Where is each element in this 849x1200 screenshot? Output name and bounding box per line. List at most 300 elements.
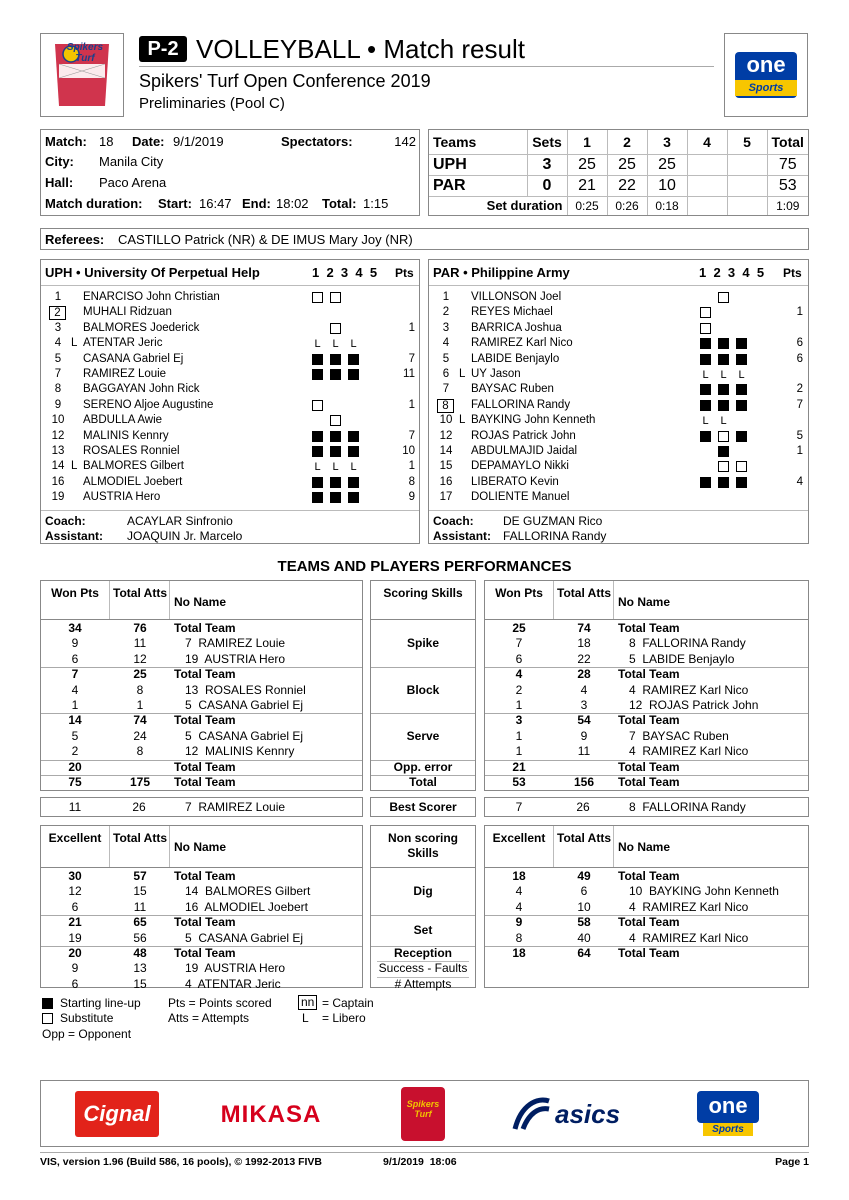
- score-set3: 25: [647, 154, 687, 175]
- team-a-assistant: JOAQUIN Jr. Marcelo: [127, 529, 243, 543]
- player-number: 8: [54, 383, 62, 396]
- perf-value-total: 25: [133, 667, 147, 682]
- player-row: [41, 290, 419, 305]
- total-duration: 1:15: [363, 196, 389, 211]
- player-row: [41, 352, 419, 367]
- player-number: 5: [54, 352, 62, 365]
- perf-player: Total Team: [618, 759, 680, 774]
- perf-player: 5 CASANA Gabriel Ej: [185, 728, 304, 743]
- perf-header-col1: Won Pts: [51, 586, 99, 600]
- starting-lineup-icon: [718, 446, 729, 457]
- asics-stripes-icon: [511, 1095, 553, 1133]
- best-scorer-label: Best Scorer: [389, 800, 457, 814]
- set-duration-1: 0:25: [567, 196, 607, 215]
- perf-player: Total Team: [618, 775, 680, 789]
- perf-skill-name: Reception: [393, 946, 452, 960]
- player-name: LIBERATO Kevin: [471, 475, 559, 488]
- score-header-set2: 2: [607, 130, 647, 154]
- score-set4: [687, 154, 727, 175]
- player-points: 1: [796, 445, 803, 457]
- starting-lineup-icon: [348, 354, 359, 365]
- set-duration-total: 1:09: [776, 198, 800, 213]
- player-points: 7: [408, 429, 415, 442]
- starting-lineup-icon: [700, 338, 711, 349]
- perf-skill-name: Dig: [413, 884, 433, 899]
- perf-value-main: 6: [515, 651, 523, 666]
- score-set1: 25: [567, 154, 607, 175]
- player-name: ALMODIEL Joebert: [83, 475, 183, 488]
- team-a-assistant-label: Assistant:: [45, 529, 104, 543]
- perf-player: Total Team: [618, 915, 680, 930]
- player-row: [429, 429, 808, 444]
- logo-right-text: one: [746, 52, 786, 77]
- header-logo-left: [40, 33, 124, 117]
- team-b-assistant-label: Assistant:: [433, 529, 492, 543]
- perf-value-total: 8: [136, 682, 144, 697]
- player-points: 10: [402, 445, 415, 457]
- set-duration-label: Set duration: [429, 196, 567, 215]
- one-sponsor-text: one: [708, 1093, 748, 1118]
- player-name: ENARCISO John Christian: [83, 291, 220, 303]
- team-b-roster: [428, 259, 809, 544]
- team-a-coach-label: Coach:: [45, 514, 86, 528]
- perf-skill-name: Serve: [406, 728, 440, 743]
- perf-value-main: 4: [515, 884, 523, 899]
- perf-value-main: 9: [515, 915, 523, 930]
- perf-header-col3: No Name: [618, 840, 671, 854]
- score-set3: 10: [647, 175, 687, 196]
- perf-player: 5 CASANA Gabriel Ej: [185, 698, 304, 712]
- perf-col-sep: [109, 826, 110, 867]
- set-2-libero-mark: L: [332, 461, 339, 474]
- perf-value-main: 12: [68, 884, 82, 899]
- perf-value-total: 58: [577, 915, 591, 930]
- score-header-set1: 1: [567, 130, 607, 154]
- player-row: [429, 413, 808, 428]
- player-name: RAMIREZ Karl Nico: [471, 337, 573, 350]
- player-row: [41, 475, 419, 490]
- legend-libero-l: L: [302, 1011, 309, 1025]
- perf-value-total: 40: [577, 930, 591, 945]
- perf-col-sep: [169, 826, 170, 867]
- set-1-libero-mark: L: [314, 461, 321, 474]
- player-name: ABDULLA Awie: [83, 414, 163, 427]
- team-a-roster: [40, 259, 420, 544]
- player-row: [429, 475, 808, 490]
- best-left-atts: 26: [132, 800, 146, 814]
- perf-value-main: 7: [71, 667, 79, 682]
- player-number: 19: [51, 491, 65, 504]
- perf-value-main: 18: [512, 946, 526, 960]
- spectators-count: 142: [394, 134, 416, 149]
- legend-captain: = Captain: [322, 996, 374, 1010]
- perf-value-total: 64: [577, 946, 591, 960]
- score-set5: [727, 154, 767, 175]
- score-set5: [727, 175, 767, 196]
- legend-opp: Opp = Opponent: [42, 1027, 132, 1041]
- perf-player: 10 BAYKING John Kenneth: [629, 884, 779, 899]
- player-number: 4: [54, 337, 62, 350]
- perf-value-total: 6: [580, 884, 588, 899]
- competition-phase: Preliminaries (Pool C): [139, 95, 285, 112]
- starting-lineup-icon: [736, 477, 747, 488]
- player-name: ABDULMAJID Jaidal: [471, 445, 578, 457]
- set-2-libero-mark: L: [720, 369, 727, 381]
- starting-lineup-icon: [330, 431, 341, 442]
- player-row: [41, 382, 419, 397]
- perf-value-total: 76: [133, 621, 147, 635]
- perf-value-total: 9: [580, 728, 588, 743]
- set-2-libero-mark: L: [332, 338, 339, 351]
- starting-lineup-icon: [330, 492, 341, 503]
- starting-lineup-icon: [718, 354, 729, 365]
- perf-col-sep: [613, 826, 614, 867]
- legend-substitute-icon: [42, 1013, 53, 1024]
- perf-value-total: 28: [577, 667, 591, 682]
- perf-player: 14 BALMORES Gilbert: [185, 884, 311, 899]
- starting-lineup-icon: [348, 477, 359, 488]
- perf-header-col2: Total Atts: [113, 831, 167, 845]
- set-1-libero-mark: L: [314, 338, 321, 351]
- perf-player: Total Team: [618, 869, 680, 883]
- player-name: DOLIENTE Manuel: [471, 491, 570, 504]
- set-duration-row: [429, 196, 808, 215]
- team-b-title: PAR • Philippine Army: [433, 265, 570, 280]
- hall-label: Hall:: [45, 175, 74, 190]
- player-number: 14: [439, 445, 453, 457]
- starting-lineup-icon: [330, 477, 341, 488]
- perf-value-main: 1: [71, 698, 79, 712]
- perf-player: 5 LABIDE Benjaylo: [629, 651, 735, 666]
- player-name: ROSALES Ronniel: [83, 445, 180, 457]
- starting-lineup-icon: [718, 338, 729, 349]
- match-info-box: [40, 129, 420, 216]
- perf-player: Total Team: [174, 915, 236, 930]
- logo-right-sub: Sports: [735, 80, 797, 96]
- perf-header-col1: Excellent: [48, 831, 102, 845]
- set-1-libero-mark: L: [702, 415, 709, 428]
- player-name: CASANA Gabriel Ej: [83, 352, 184, 365]
- player-points: 6: [796, 337, 803, 350]
- perf-value-main: 21: [68, 915, 82, 930]
- best-mid-box: [370, 797, 476, 817]
- starting-lineup-icon: [312, 477, 323, 488]
- perf-header-col2: Total Atts: [557, 831, 611, 845]
- starting-lineup-icon: [718, 384, 729, 395]
- starting-lineup-icon: [330, 354, 341, 365]
- set-duration-2: 0:26: [607, 196, 647, 215]
- perf-player: 12 ROJAS Patrick John: [629, 698, 759, 712]
- perf-skill-sub: Success - Faults: [378, 961, 468, 976]
- perf-value-main: 2: [71, 744, 79, 759]
- perf-group-rule: [371, 915, 475, 916]
- total-label: Total:: [322, 196, 357, 211]
- perf-skill-sub-rule: [377, 961, 469, 962]
- set-3-libero-mark: L: [350, 461, 357, 474]
- team-b-pts-label: Pts: [783, 266, 802, 280]
- player-row: [429, 382, 808, 397]
- starting-lineup-icon: [312, 446, 323, 457]
- perf-value-main: 9: [71, 961, 79, 976]
- perf-header-rule: [41, 619, 362, 620]
- perf-value-total: 49: [577, 869, 591, 883]
- player-points: 2: [796, 383, 803, 396]
- scoring-right-box: [484, 580, 809, 791]
- substitute-icon: [312, 400, 323, 411]
- substitute-icon: [330, 323, 341, 334]
- perf-header-col2: Total Atts: [557, 586, 611, 600]
- player-name: BALMORES Gilbert: [83, 460, 184, 473]
- player-number: 14: [51, 460, 65, 473]
- footer-datetime: 9/1/2019 18:06: [383, 1156, 457, 1168]
- best-right-atts: 26: [576, 800, 590, 814]
- substitute-icon: [312, 292, 323, 303]
- spikers-sponsor-text: Spikers Turf: [406, 1099, 440, 1119]
- substitute-icon: [700, 307, 711, 318]
- perf-value-main: 18: [512, 869, 526, 883]
- perf-value-total: 15: [133, 884, 147, 899]
- footer-page: Page 1: [775, 1156, 809, 1168]
- perf-value-main: 6: [71, 651, 79, 666]
- player-row: [41, 444, 419, 459]
- starting-lineup-icon: [736, 400, 747, 411]
- set-2-libero-mark: L: [720, 415, 727, 428]
- score-header-set4: 4: [687, 130, 727, 154]
- perf-col-sep: [553, 581, 554, 619]
- player-name: FALLORINA Randy: [471, 398, 571, 411]
- perf-value-total: 56: [133, 930, 147, 945]
- perf-value-main: 8: [515, 930, 523, 945]
- perf-header-rule: [485, 867, 808, 868]
- team-b-player-list: [429, 290, 808, 506]
- player-number: 12: [439, 429, 453, 442]
- perf-skill-header: Scoring Skills: [383, 586, 463, 600]
- perf-value-total: 11: [577, 744, 591, 759]
- starting-lineup-icon: [700, 354, 711, 365]
- libero-marker: L: [459, 368, 466, 380]
- perf-value-main: 1: [515, 744, 523, 759]
- player-number: 16: [439, 475, 453, 488]
- perf-player: Total Team: [174, 775, 236, 789]
- substitute-icon: [330, 415, 341, 426]
- player-row: [429, 352, 808, 367]
- perf-player: 4 RAMIREZ Karl Nico: [629, 744, 749, 759]
- score-team-name: PAR: [429, 175, 527, 196]
- score-header-total: Total: [767, 130, 808, 154]
- perf-value-total: 13: [133, 961, 147, 976]
- set-duration-4: [687, 196, 727, 215]
- perf-skill-sub: # Attempts: [394, 976, 452, 991]
- starting-lineup-icon: [700, 400, 711, 411]
- player-number: 7: [54, 368, 62, 380]
- perf-value-total: 18: [577, 636, 591, 651]
- perf-header-col3: No Name: [618, 595, 671, 609]
- footer-version: VIS, version 1.96 (Build 586, 16 pools), © 1992-2013 FIVB: [40, 1156, 323, 1168]
- legend-pts: Pts = Points scored: [168, 996, 272, 1010]
- score-header-set5: 5: [727, 130, 767, 154]
- score-sets-won: 3: [527, 154, 567, 175]
- perf-group-rule: [371, 713, 475, 714]
- player-row: [429, 290, 808, 305]
- perf-value-total: 74: [133, 713, 147, 728]
- perf-value-total: 12: [133, 651, 147, 666]
- team-b-coach-label: Coach:: [433, 514, 474, 528]
- spectators-label: Spectators:: [281, 134, 353, 149]
- match-label: Match:: [45, 134, 87, 149]
- best-left-pts: 11: [68, 800, 82, 814]
- player-name: DEPAMAYLO Nikki: [471, 460, 569, 473]
- perf-header-col2: Total Atts: [113, 586, 167, 600]
- starting-lineup-icon: [348, 431, 359, 442]
- perf-player: Total Team: [174, 946, 236, 960]
- starting-lineup-icon: [700, 431, 711, 442]
- header-logo-right: [724, 33, 808, 117]
- set-duration-3: 0:18: [647, 196, 687, 215]
- player-row: [41, 336, 419, 351]
- best-left-box: [40, 797, 363, 817]
- team-a-divider: [41, 285, 419, 286]
- nonscoring-mid-box: [370, 825, 476, 991]
- perf-value-main: 21: [512, 759, 526, 774]
- score-header-teams: Teams: [429, 130, 527, 154]
- scoring-mid-box: [370, 580, 476, 791]
- perf-col-sep: [169, 581, 170, 619]
- perf-player: 19 AUSTRIA Hero: [185, 961, 286, 976]
- perf-skill-name: Total: [409, 775, 437, 789]
- score-header-sets: Sets: [527, 130, 567, 154]
- cignal-logo-text: Cignal: [83, 1101, 151, 1126]
- perf-col-sep: [109, 581, 110, 619]
- player-row: [429, 398, 808, 413]
- player-number: 13: [51, 445, 65, 457]
- score-total: 75: [767, 154, 808, 175]
- perf-value-total: 15: [133, 976, 147, 991]
- player-number: 10: [439, 414, 453, 427]
- player-row: [41, 413, 419, 428]
- perf-value-total: 74: [577, 621, 591, 635]
- competition-name: Spikers' Turf Open Conference 2019: [139, 71, 431, 91]
- player-number: 5: [442, 352, 450, 365]
- perf-value-main: 4: [71, 682, 79, 697]
- starting-lineup-icon: [348, 369, 359, 380]
- start-label: Start:: [158, 196, 192, 211]
- player-points: 1: [796, 306, 803, 319]
- perf-player: Total Team: [174, 667, 236, 682]
- perf-value-main: 75: [68, 775, 82, 789]
- score-set1: 21: [567, 175, 607, 196]
- legend-atts: Atts = Attempts: [168, 1011, 250, 1025]
- player-row: [429, 305, 808, 320]
- player-row: [41, 305, 419, 320]
- referees-box: [40, 228, 809, 250]
- player-points: 6: [796, 352, 803, 365]
- set-1-libero-mark: L: [702, 369, 709, 381]
- player-name: BARRICA Joshua: [471, 321, 562, 334]
- best-right-pts: 7: [515, 800, 523, 814]
- perf-value-total: 3: [580, 698, 588, 712]
- perf-player: 5 CASANA Gabriel Ej: [185, 930, 304, 945]
- player-row: [41, 429, 419, 444]
- score-total: 53: [767, 175, 808, 196]
- starting-lineup-icon: [736, 338, 747, 349]
- libero-marker: L: [459, 414, 466, 427]
- header-rule: [139, 66, 714, 67]
- perf-value-total: 48: [133, 946, 147, 960]
- starting-lineup-icon: [348, 446, 359, 457]
- best-left-name: 7 RAMIREZ Louie: [185, 800, 286, 814]
- team-a-set-columns: 1 2 3 4 5: [312, 265, 378, 280]
- perf-value-total: 8: [136, 744, 144, 759]
- perf-value-main: 6: [71, 899, 79, 914]
- perf-player: Total Team: [618, 667, 680, 682]
- libero-marker: L: [71, 337, 78, 350]
- logo-left-text: Spikers Turf: [66, 42, 104, 64]
- substitute-icon: [700, 323, 711, 334]
- perf-player: 12 MALINIS Kennry: [185, 744, 295, 759]
- perf-player: Total Team: [174, 713, 236, 728]
- perf-value-main: 9: [71, 636, 79, 651]
- page-badge: P-2: [139, 36, 187, 62]
- match-date: 9/1/2019: [173, 134, 224, 149]
- perf-header-col1: Excellent: [492, 831, 546, 845]
- starting-lineup-icon: [700, 477, 711, 488]
- perf-player: 8 FALLORINA Randy: [629, 636, 746, 651]
- player-name: AUSTRIA Hero: [83, 491, 161, 504]
- player-points: 5: [796, 429, 803, 442]
- perf-value-total: 54: [577, 713, 591, 728]
- player-name: BAYKING John Kenneth: [471, 414, 596, 427]
- mikasa-logo-text: MIKASA: [220, 1101, 322, 1128]
- player-number: 3: [442, 321, 450, 334]
- player-row: [429, 444, 808, 459]
- perf-header-rule: [371, 619, 475, 620]
- perf-skill-name: Opp. error: [393, 759, 453, 774]
- perf-value-total: 1: [136, 698, 144, 712]
- perf-value-total: 57: [133, 869, 147, 883]
- score-set2: 22: [607, 175, 647, 196]
- perf-value-total: 65: [133, 915, 147, 930]
- perf-skill-name: Spike: [406, 636, 439, 651]
- player-number: 12: [51, 429, 65, 442]
- player-row: [41, 398, 419, 413]
- perf-player: 4 ATENTAR Jeric: [185, 976, 281, 991]
- perf-value-total: 156: [573, 775, 595, 789]
- legend-libero: = Libero: [322, 1011, 366, 1025]
- player-points: 7: [408, 352, 415, 365]
- player-name: LABIDE Benjaylo: [471, 352, 560, 365]
- player-points: 4: [796, 475, 803, 488]
- player-name: MUHALI Ridzuan: [83, 306, 172, 319]
- perf-header-rule: [41, 867, 362, 868]
- player-name: BAGGAYAN John Rick: [83, 383, 200, 396]
- player-points: 1: [408, 460, 415, 473]
- perf-value-main: 19: [68, 930, 82, 945]
- player-row: [41, 490, 419, 505]
- perf-header-col3: No Name: [174, 840, 227, 854]
- player-points: 9: [408, 491, 415, 504]
- player-name: BALMORES Joederick: [83, 321, 200, 334]
- perf-value-total: 22: [577, 651, 591, 666]
- team-a-coach-divider: [41, 510, 419, 511]
- starting-lineup-icon: [718, 477, 729, 488]
- team-a-pts-label: Pts: [395, 266, 414, 280]
- player-row: [429, 321, 808, 336]
- legend-starting: Starting line-up: [60, 996, 141, 1010]
- perf-value-total: 11: [133, 899, 147, 914]
- perf-value-main: 14: [68, 713, 82, 728]
- perf-value-main: 7: [515, 636, 523, 651]
- legend-captain-box: nn: [298, 995, 317, 1010]
